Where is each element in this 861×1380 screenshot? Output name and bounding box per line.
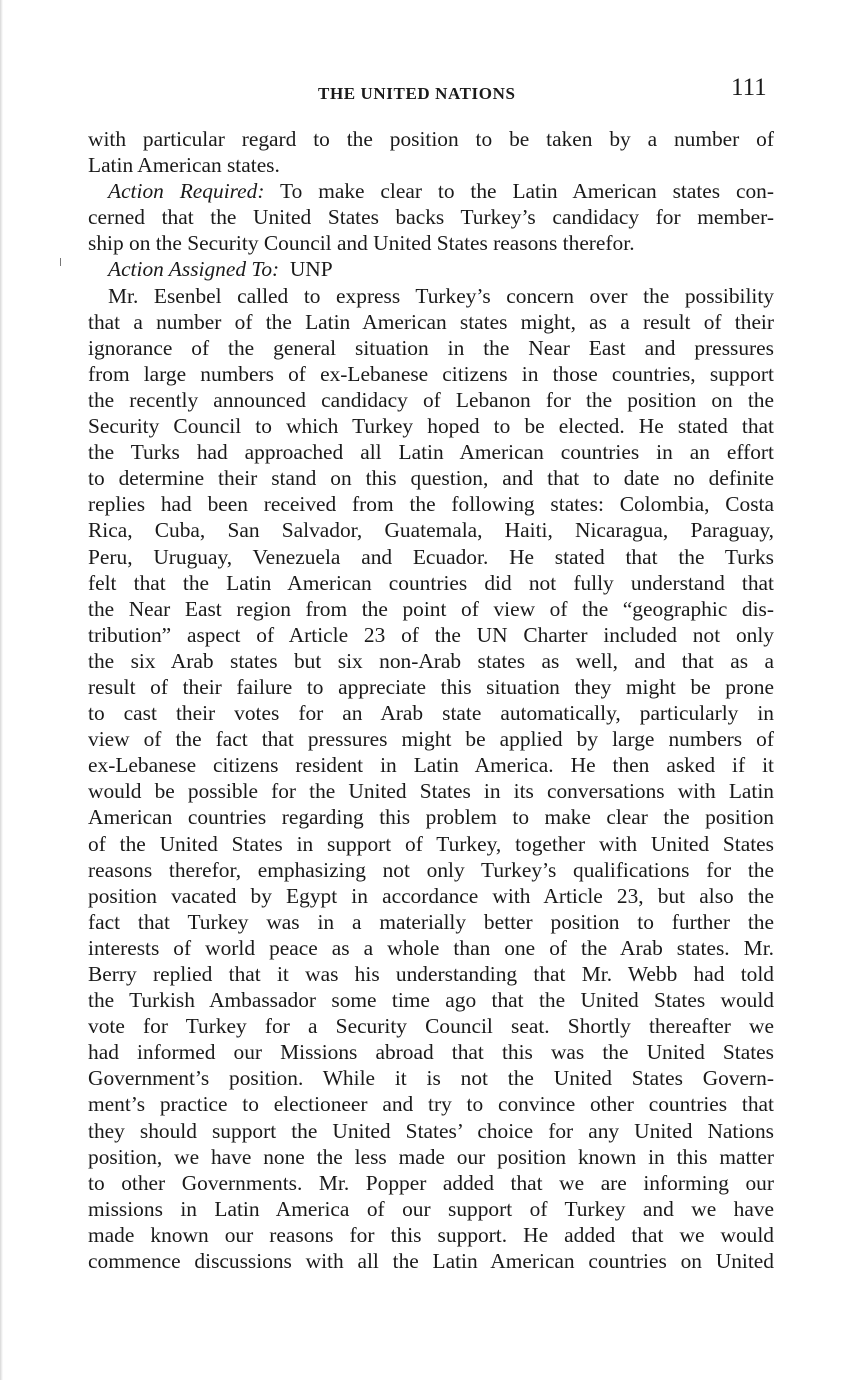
text-line: had informed our Missions abroad that this was the United States	[88, 1040, 774, 1065]
text-line: they should support the United States’ choice for any United Nations	[88, 1118, 774, 1143]
text-line: result of their failure to appreciate this situation they might be prone	[88, 674, 774, 699]
text-line: Security Council to which Turkey hoped to be elected. He stated that	[88, 414, 774, 439]
text-line: vote for Turkey for a Security Council seat. Shortly thereafter we	[88, 1014, 774, 1039]
text-line: the recently announced candidacy of Lebanon for the position on the	[88, 387, 774, 412]
text-line: the six Arab states but six non-Arab states as well, and that as a	[88, 648, 774, 673]
text-line: the Turks had approached all Latin American countries in an effort	[88, 440, 774, 465]
text-line: Government’s position. While it is not the United States Govern-	[88, 1066, 774, 1091]
action-assigned-line	[88, 256, 774, 282]
text-line: tribution” aspect of Article 23 of the UN Charter included not only	[88, 622, 774, 647]
text-line: ex-Lebanese citizens resident in Latin America. He then asked if it	[88, 753, 774, 778]
text-line: from large numbers of ex-Lebanese citizens in those countries, support	[88, 361, 774, 386]
action-assigned-label: Action Assigned To:	[108, 257, 280, 282]
text-line: felt that the Latin American countries did not fully understand that	[88, 570, 774, 595]
text-line: interests of world peace as a whole than one of the Arab states. Mr.	[88, 935, 774, 960]
text-line: the Turkish Ambassador some time ago that the United States would	[88, 988, 774, 1013]
text-line: Peru, Uruguay, Venezuela and Ecuador. He stated that the Turks	[88, 544, 774, 569]
action-required-line	[88, 178, 774, 204]
text-line: American countries regarding this problem to make clear the position	[88, 805, 774, 830]
page-edge-shadow	[0, 0, 3, 1380]
page-number: 111	[731, 74, 767, 101]
text-line: ship on the Security Council and United States reasons therefor.	[88, 231, 635, 256]
text-line: Latin American states.	[88, 153, 280, 178]
action-required-text: To make clear to the Latin American states con-	[280, 179, 775, 204]
text-line: Mr. Esenbel called to express Turkey’s concern over the possibility	[108, 283, 774, 308]
text-line: cerned that the United States backs Turkey’s candidacy for member-	[88, 205, 774, 230]
text-line: of the United States in support of Turkey, together with United States	[88, 831, 774, 856]
running-head: THE UNITED NATIONS	[318, 84, 516, 103]
text-line: missions in Latin America of our support of Turkey and we have	[88, 1196, 774, 1221]
text-line: ment’s practice to electioneer and try to convince other countries that	[88, 1092, 774, 1117]
text-line: to determine their stand on this question, and that to date no definite	[88, 466, 774, 491]
text-line: that a number of the Latin American states might, as a result of their	[88, 309, 774, 334]
text-line: with particular regard to the position to be taken by a number of	[88, 127, 774, 151]
text-line: position, we have none the less made our position known in this matter	[88, 1144, 774, 1169]
text-line: commence discussions with all the Latin American countries on United	[88, 1249, 774, 1274]
text-line: replies had been received from the following states: Colombia, Costa	[88, 492, 774, 517]
text-line: ignorance of the general situation in the Near East and pressures	[88, 335, 774, 360]
text-line: the Near East region from the point of view of the “geographic dis-	[88, 596, 774, 621]
text-line: Rica, Cuba, San Salvador, Guatemala, Haiti, Nicaragua, Paraguay,	[88, 518, 774, 543]
text-line: reasons therefor, emphasizing not only Turkey’s qualifications for the	[88, 857, 774, 882]
text-line: to other Governments. Mr. Popper added that we are informing our	[88, 1170, 774, 1195]
text-line: would be possible for the United States in its conversations with Latin	[88, 779, 774, 804]
text-line: to cast their votes for an Arab state automatically, particularly in	[88, 701, 774, 726]
text-line: position vacated by Egypt in accordance with Article 23, but also the	[88, 883, 774, 908]
body-text	[88, 126, 774, 1274]
text-line: view of the fact that pressures might be applied by large numbers of	[88, 727, 774, 752]
text-line: fact that Turkey was in a materially better position to further the	[88, 909, 774, 934]
text-line: made known our reasons for this support. He added that we would	[88, 1222, 774, 1247]
text-line: Berry replied that it was his understanding that Mr. Webb had told	[88, 962, 774, 986]
action-assigned-value: UNP	[289, 257, 333, 282]
action-required-label: Action Required:	[108, 179, 265, 204]
margin-mark	[60, 258, 61, 266]
